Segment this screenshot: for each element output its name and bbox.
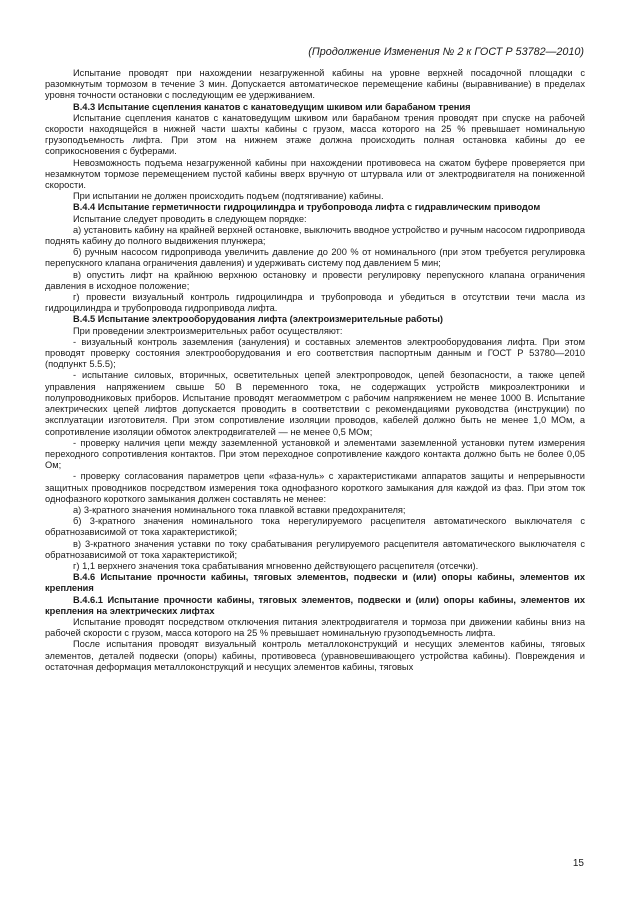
paragraph: - проверку наличия цепи между заземленной установкой и элементами заземленной установки путем измерения переходного сопротивления контактов. При этом переходное сопротивление каждого контакта должно быть не более 0,05 Ом; [45, 437, 585, 471]
paragraph: При испытании не должен происходить подъем (подтягивание) кабины. [73, 191, 384, 202]
paragraph: При проведении электроизмерительных работ осуществляют: [73, 325, 343, 336]
paragraph: Испытание проводят посредством отключения питания электродвигателя и тормоза при движении кабины вниз на рабочей скорости с грузом, масса которого на 25 % превышает номинальную грузоподъемность лифта. [45, 616, 585, 639]
paragraph: а) установить кабину на крайней верхней остановке, выключить вводное устройство и ручным насосом гидропривода поднять кабину до полного выдвижения плунжера; [45, 224, 585, 247]
paragraph: Испытание проводят при нахождении незагруженной кабины на уровне верхней посадочной площадки с разомкнутым тормозом в течение 3 мин. Допускается автоматическое перемещение кабины (выравнивание) в пределах уровня точности остановки с последующим ее удерживанием. [45, 68, 585, 101]
page-number: 15 [572, 858, 584, 869]
paragraph: в) опустить лифт на крайнюю верхнюю остановку и провести регулировку перепускного клапана ограничения давления в исходное положение; [45, 269, 585, 291]
paragraph: а) 3-кратного значения номинального тока плавкой вставки предохранителя; [73, 504, 406, 515]
running-header: (Продолжение Изменения № 2 к ГОСТ Р 53782—2010) [308, 46, 584, 58]
paragraph: Испытание следует проводить в следующем порядке: [73, 213, 307, 224]
section-heading: В.4.5 Испытание электрооборудования лифта (электроизмерительные работы) [73, 314, 444, 325]
paragraph: - проверку согласования параметров цепи «фаза-нуль» с характеристиками аппаратов защиты и непрерывности защитных проводников посредством измерения тока однофазного короткого замыкания для каждой из фаз. При этом ток однофазного короткого замыкания должен составлять не менее: [45, 471, 585, 504]
paragraph: - визуальный контроль заземления (зануления) и составных элементов электрооборудования лифта. При этом проводят проверку состояния электрооборудования и его соответствия паспортным данным и ГОСТ Р 53780—2010 (подпункт 5.5.5); [45, 336, 585, 370]
section-heading: В.4.4 Испытание герметичности гидроцилиндра и трубопровода лифта с гидравлическим приводом [73, 202, 541, 213]
paragraph: Испытание сцепления канатов с канатоведущим шкивом или барабаном трения проводят при спуске на рабочей скорости находящейся в нижней части шахты кабины с грузом, масса которого на 25 % превышает номинальную грузоподъемность лифта. При этом на нижнем этаже должна происходить полная остановка кабины до ее соприкосновения с буферами. [45, 112, 585, 157]
paragraph: г) 1,1 верхнего значения тока срабатывания мгновенно действующего расцепителя (отсечки). [73, 560, 479, 571]
section-heading: В.4.6.1 Испытание прочности кабины, тяговых элементов, подвески и (или) опоры кабины, элементов их крепления на электрических лифтах [45, 594, 585, 616]
paragraph: - испытание силовых, вторичных, осветительных цепей электропроводок, цепей безопасности, а также цепей управления напряжением свыше 50 В переменного тока, не содержащих устройств микроэлектроники и полупроводниковых приборов. Испытание проводят мегаомметром с рабочим напряжением не менее 1000 В. Испытание электрических цепей лифтов допускается проводить в соответствии с рекомендациями руководства (инструкции) по эксплуатации изготовителя. При этом сопротивление изоляции проводов, кабелей должно быть не менее 1,0 МОм, а сопротивление изоляции обмоток электродвигателей — не менее 0,5 МОм; [45, 370, 585, 437]
section-heading: В.4.6 Испытание прочности кабины, тяговых элементов, подвески и (или) опоры кабины, элементов их крепления [45, 572, 585, 594]
paragraph: б) ручным насосом гидропривода увеличить давление до 200 % от номинального (при этом требуется регулировка перепускного клапана ограничения давления) и удерживать систему под давлением 5 мин; [45, 247, 585, 269]
paragraph: Невозможность подъема незагруженной кабины при нахождении противовеса на сжатом буфере проверяется при незамкнутом тормозе перемещением пустой кабины вверх вручную от штурвала или от электродвигателя на пониженной скорости. [45, 157, 585, 191]
paragraph: б) 3-кратного значения номинального тока нерегулируемого расцепителя автоматического выключателя с обратнозависимой от тока характеристикой; [45, 516, 585, 538]
body-text [45, 68, 585, 673]
paragraph: в) 3-кратного значения уставки по току срабатывания регулируемого расцепителя автоматического выключателя с обратнозависимой от тока характеристикой; [45, 538, 585, 560]
paragraph: После испытания проводят визуальный контроль металлоконструкций и несущих элементов кабины, тяговых элементов, деталей подвески (опоры) кабины, противовеса (уравновешивающего устройства кабины). Повреждения и остаточная деформация металлоконструкций и несущих элементов кабины, тяговых [45, 639, 585, 672]
section-heading: В.4.3 Испытание сцепления канатов с канатоведущим шкивом или барабаном трения [73, 101, 471, 112]
paragraph: г) провести визуальный контроль гидроцилиндра и трубопровода и убедиться в отсутствии течи масла из гидроцилиндра и трубопровода гидропривода лифта. [45, 292, 585, 314]
